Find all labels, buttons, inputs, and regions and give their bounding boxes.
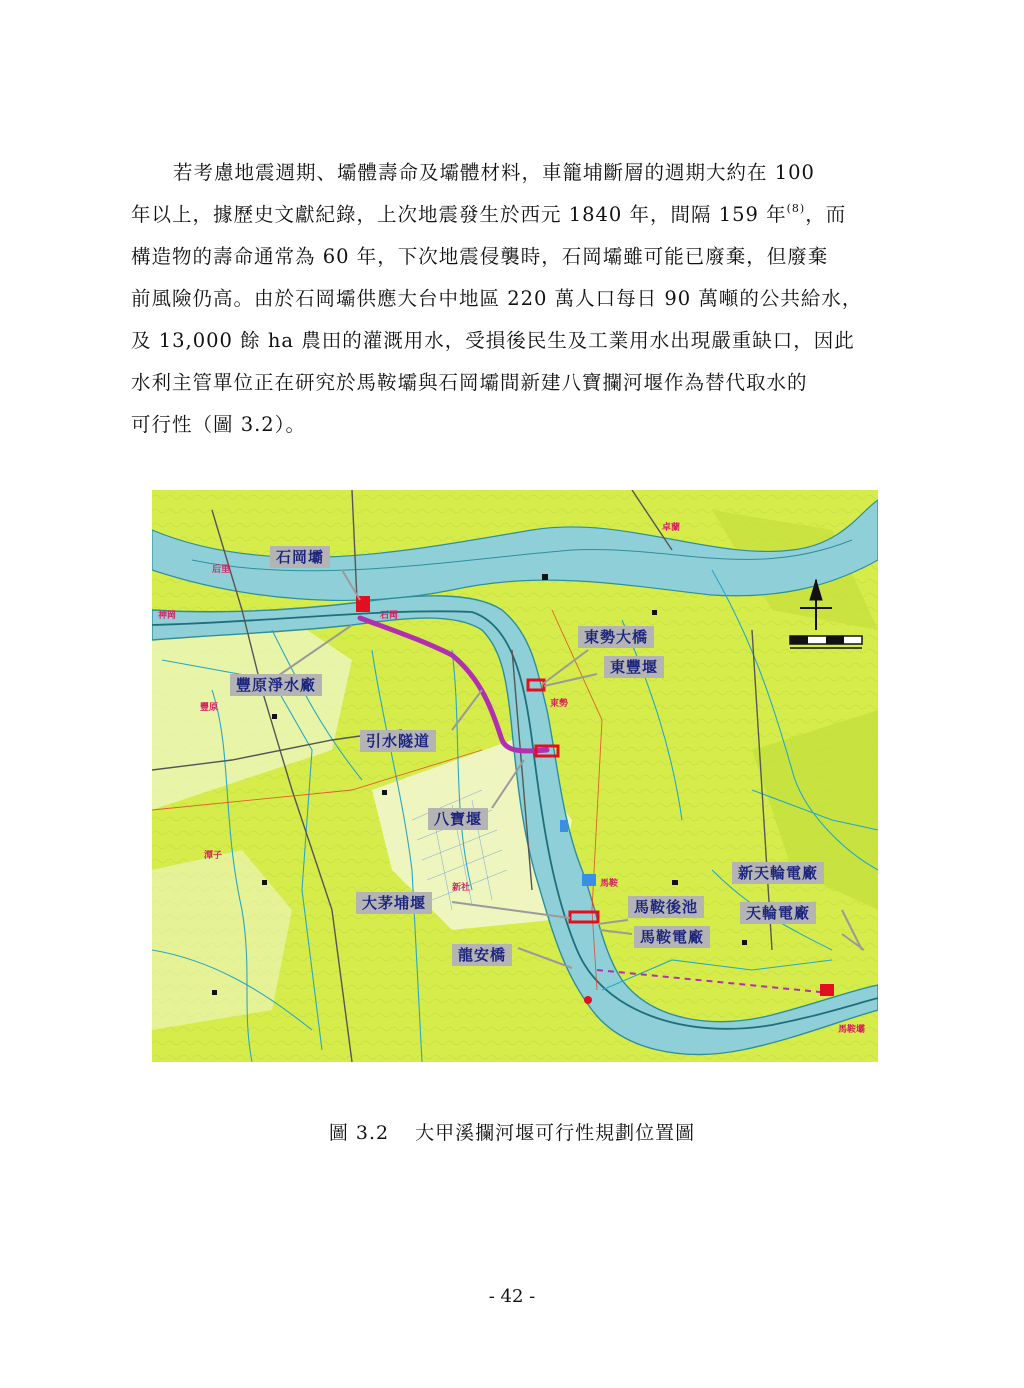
- label-diversion-tunnel: 引水隧道: [360, 730, 436, 752]
- paragraph-line: 若考慮地震週期、壩體壽命及壩體材料，車籠埔斷層的週期大約在 100: [173, 161, 815, 184]
- label-tianlun-plant: 天輪電廠: [740, 902, 816, 924]
- label-longan-bridge: 龍安橋: [452, 944, 512, 966]
- paragraph-line: 前風險仍高。由於石岡壩供應大台中地區 220 萬人口每日 90 萬噸的公共給水，: [131, 287, 863, 310]
- label-maan-pond: 馬鞍後池: [628, 896, 704, 918]
- place-name: 馬鞍壩: [838, 1025, 866, 1035]
- figure-title: 大甲溪攔河堰可行性規劃位置圖: [415, 1122, 696, 1144]
- label-dongfeng-weir: 東豐堰: [604, 656, 664, 678]
- place-name: 后里: [212, 565, 231, 575]
- label-xintianlun-plant: 新天輪電廠: [732, 862, 824, 884]
- location-map: [152, 490, 878, 1062]
- paragraph-line: 水利主管單位正在研究於馬鞍壩與石岡壩間新建八寶攔河堰作為替代取水的: [131, 371, 808, 394]
- paragraph-line: 及 13,000 餘 ha 農田的灌溉用水，受損後民生及工業用水出現嚴重缺口，因此: [131, 329, 855, 352]
- place-name: 石岡: [380, 611, 399, 621]
- body-paragraph: [131, 152, 863, 446]
- figure-caption: [0, 1118, 1024, 1145]
- label-maan-plant: 馬鞍電廠: [634, 926, 710, 948]
- label-shigang-dam: 石岡壩: [270, 546, 330, 568]
- paragraph-line: 可行性（圖 3.2）。: [131, 413, 306, 436]
- place-name: 馬鞍: [600, 879, 619, 889]
- label-damaopu-weir: 大茅埔堰: [356, 892, 432, 914]
- label-babao-weir: 八寶堰: [428, 808, 488, 830]
- paragraph-line: [131, 194, 863, 236]
- place-name: 卓蘭: [662, 523, 681, 533]
- page-number: - 42 -: [488, 1286, 536, 1307]
- map-graphic: [152, 490, 878, 1062]
- reference-superscript: (8): [786, 202, 806, 215]
- paragraph-text: 年以上，據歷史文獻紀錄，上次地震發生於西元 1840 年，間隔 159 年: [131, 203, 787, 226]
- place-name: 豐原: [200, 703, 219, 713]
- paragraph-line: 構造物的壽命通常為 60 年，下次地震侵襲時，石岡壩雖可能已廢棄，但廢棄: [131, 245, 829, 268]
- label-fengyuan-plant: 豐原淨水廠: [230, 674, 322, 696]
- paragraph-text: ，而: [805, 203, 847, 226]
- figure-number: 圖 3.2: [328, 1122, 390, 1144]
- place-name: 新社: [452, 883, 471, 893]
- place-name: 潭子: [204, 851, 223, 861]
- label-dongshi-bridge: 東勢大橋: [578, 626, 654, 648]
- place-name: 神岡: [158, 611, 177, 621]
- place-name: 東勢: [550, 699, 569, 709]
